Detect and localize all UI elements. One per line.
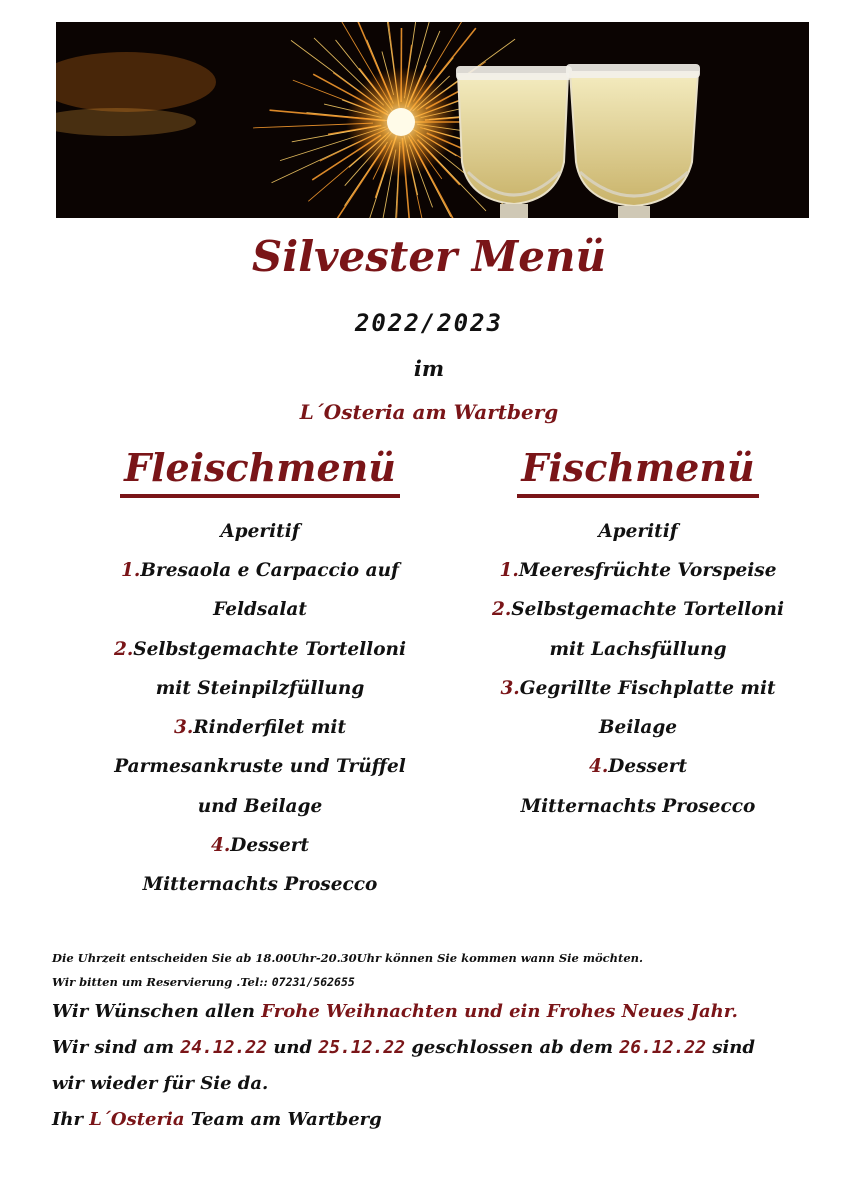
- item-number: 1.: [120, 559, 141, 581]
- sparkler-champagne-illustration: [56, 22, 809, 218]
- connector-word: im: [413, 356, 445, 381]
- greeting-prefix: Wir Wünschen allen: [52, 1001, 262, 1022]
- menu-item-continuation: Feldsalat: [213, 599, 307, 621]
- aperitif: Aperitif: [598, 520, 678, 542]
- closure-line: [52, 1030, 822, 1066]
- item-number: 4.: [588, 756, 609, 778]
- item-number: 1.: [499, 559, 519, 581]
- fish-menu: [462, 446, 814, 826]
- item-number: 3.: [173, 717, 194, 739]
- menu-year: 2022/2023: [354, 309, 504, 337]
- fish-menu-list: [462, 512, 814, 826]
- item-text: Dessert: [230, 835, 310, 857]
- signature-suffix: Team am Wartberg: [184, 1109, 382, 1130]
- item-text: Selbstgemachte Tortelloni: [133, 638, 407, 660]
- menu-item: [462, 747, 814, 786]
- item-text: Bresaola e Carpaccio auf: [140, 559, 399, 581]
- menu-item-continuation: mit Steinpilzfüllung: [155, 677, 365, 699]
- item-text: Selbstgemachte Tortelloni: [511, 599, 785, 621]
- closure-text: und: [267, 1037, 319, 1058]
- banner-image: [56, 22, 809, 218]
- reopen-line: wir wieder für Sie da.: [52, 1073, 269, 1094]
- item-number: 2.: [491, 599, 512, 621]
- closure-text: geschlossen ab dem: [405, 1037, 620, 1058]
- closure-date: 24.12.22: [180, 1037, 268, 1058]
- venue-name: L´Osteria am Wartberg: [299, 400, 559, 424]
- closure-text: Wir sind am: [52, 1037, 181, 1058]
- reservation-label: Wir bitten um Reservierung .Tel::: [52, 975, 272, 989]
- aperitif: Aperitif: [220, 520, 300, 542]
- item-number: 4.: [210, 835, 231, 857]
- menu-item-continuation: und Beilage: [197, 795, 323, 817]
- meat-menu: [80, 446, 440, 905]
- time-note: Die Uhrzeit entscheiden Sie ab 18.00Uhr-20.30Uhr können Sie kommen wann Sie möchten.: [52, 951, 644, 965]
- fish-menu-heading: Fischmenü: [462, 446, 814, 498]
- item-text: Meeresfrüchte Vorspeise: [518, 559, 777, 581]
- menu-item: [462, 590, 814, 629]
- page-title: Silvester Menü: [251, 232, 607, 281]
- item-number: 2.: [113, 638, 134, 660]
- item-text: Rinderfilet mit: [193, 717, 347, 739]
- item-text: Dessert: [608, 756, 688, 778]
- menu-item: [462, 551, 814, 590]
- menu-item: [462, 669, 814, 708]
- closure-date: 25.12.22: [318, 1037, 406, 1058]
- closing-drink: Mitternachts Prosecco: [520, 795, 756, 817]
- signature-prefix: Ihr: [52, 1109, 90, 1130]
- phone-number: 07231/562655: [271, 975, 355, 989]
- menu-item: [80, 708, 440, 747]
- footer-notes: [52, 946, 822, 1138]
- signature-brand: L´Osteria: [89, 1109, 185, 1130]
- greeting-line: [52, 994, 822, 1030]
- meat-menu-list: [80, 512, 440, 905]
- menu-item-continuation: Beilage: [598, 717, 678, 739]
- reservation-note: [52, 970, 822, 994]
- menu-item-continuation: mit Lachsfüllung: [549, 638, 727, 660]
- menu-item: [80, 630, 440, 669]
- greeting-highlight: Frohe Weihnachten und ein Frohes Neues Jahr.: [261, 1001, 738, 1022]
- closure-text: sind: [706, 1037, 755, 1058]
- closing-drink: Mitternachts Prosecco: [142, 874, 378, 896]
- item-text: Gegrillte Fischplatte mit: [519, 677, 776, 699]
- signature-line: [52, 1102, 822, 1138]
- menu-item: [80, 551, 440, 590]
- menu-item-continuation: Parmesankruste und Trüffel: [114, 756, 406, 778]
- item-number: 3.: [500, 677, 520, 699]
- menu-item: [80, 826, 440, 865]
- meat-menu-heading: Fleischmenü: [80, 446, 440, 498]
- reopen-date: 26.12.22: [619, 1037, 707, 1058]
